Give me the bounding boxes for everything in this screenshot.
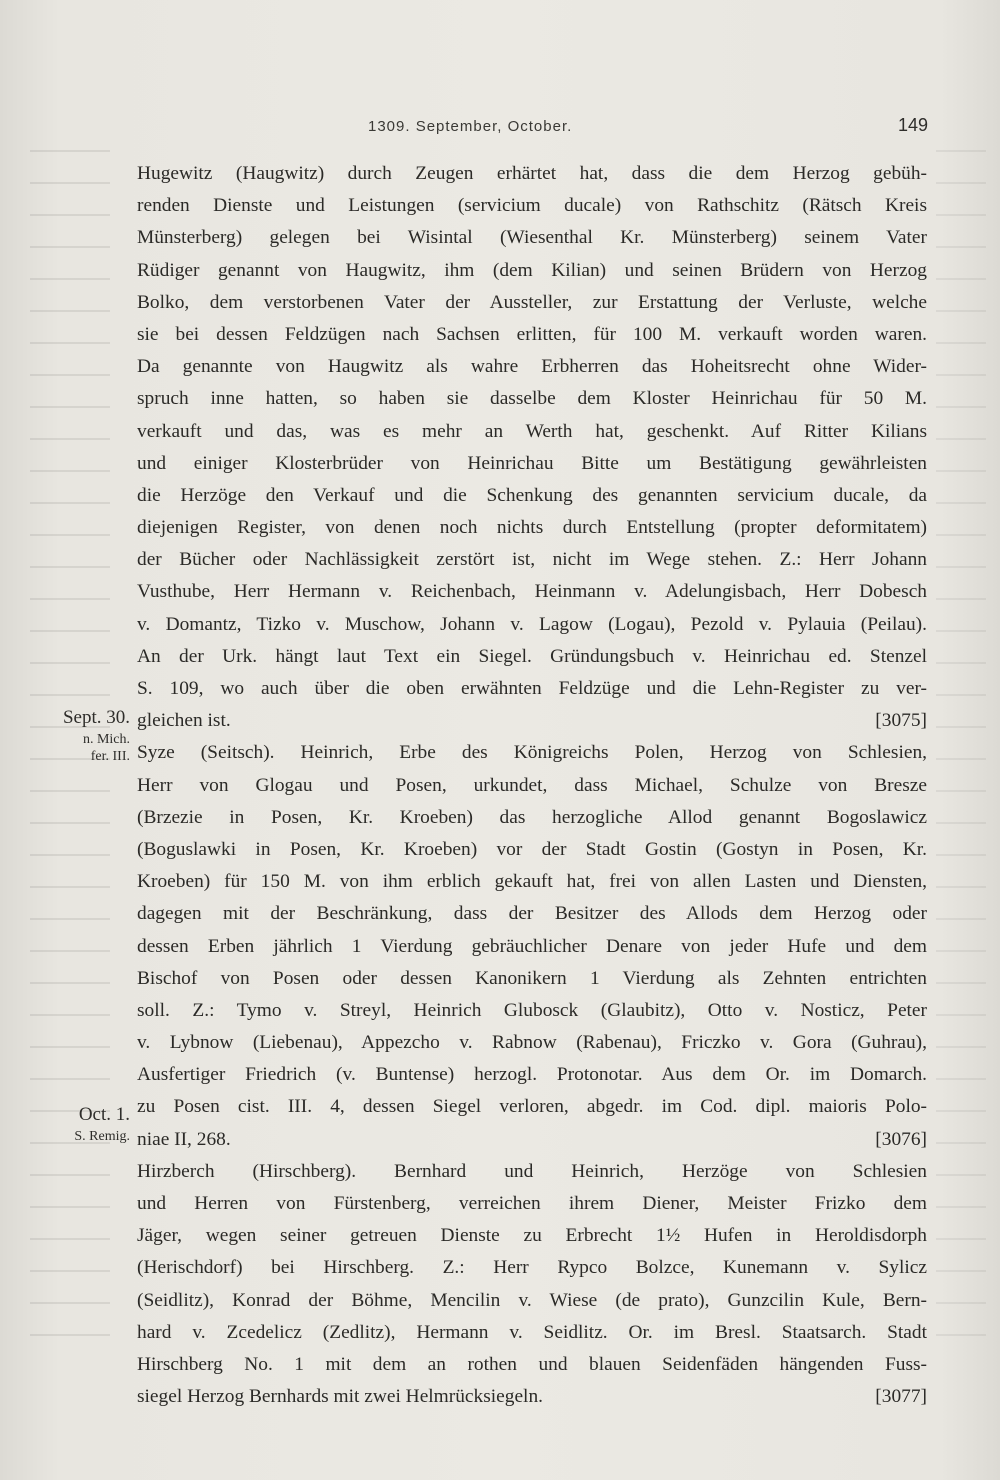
entry-3076-line: (Brzezie in Posen, Kr. Kroeben) das herzogliche Allod genannt Bogoslawicz	[137, 806, 927, 828]
entry-number-3076: [3076]	[875, 1128, 927, 1150]
text-line: An der Urk. hängt laut Text ein Siegel. Gründungsbuch v. Heinrichau ed. Stenzel	[137, 645, 927, 667]
text-line: der Bücher oder Nachlässigkeit zerstört ist, nicht im Wege stehen. Z.: Herr Johann	[137, 549, 927, 571]
text-line: Vusthube, Herr Hermann v. Reichenbach, Heinmann v. Adelungisbach, Herr Dobesch	[137, 581, 927, 603]
margin-note-sept30	[30, 705, 130, 765]
entry-3076-line: dagegen mit der Beschränkung, dass der Besitzer des Allods dem Herzog oder	[137, 903, 927, 925]
entry-3077-line: Jäger, wegen seiner getreuen Dienste zu Erbrecht 1½ Hufen in Heroldisdorph	[137, 1225, 927, 1247]
text-line: Hugewitz (Haugwitz) durch Zeugen erhärtet hat, dass die dem Herzog gebüh-	[137, 163, 927, 184]
text-line: die Herzöge den Verkauf und die Schenkung des genannten servicium ducale, da	[137, 484, 927, 506]
entry-3077-line: Hirzberch (Hirschberg). Bernhard und Heinrich, Herzöge von Schlesien	[137, 1160, 927, 1182]
entry-3076-line: Syze (Seitsch). Heinrich, Erbe des Königreichs Polen, Herzog von Schlesien,	[137, 742, 927, 764]
text-line: Münsterberg) gelegen bei Wisintal (Wiesenthal Kr. Münsterberg) seinem Vater	[137, 227, 927, 249]
text-line-end-3076	[137, 1124, 927, 1156]
entry-3076-line: Herr von Glogau und Posen, urkundet, dass Michael, Schulze von Bresze	[137, 774, 927, 796]
text-line-end-3075	[137, 705, 927, 737]
bleed-through-right	[936, 150, 986, 1350]
running-head: 1309. September, October.	[368, 118, 573, 135]
entry-3076-line: niae II, 268.	[137, 1128, 231, 1150]
text-line: v. Domantz, Tizko v. Muschow, Johann v. Lagow (Logau), Pezold v. Pylauia (Peilau).	[137, 613, 927, 635]
margin-date-oct1: Oct. 1.	[78, 1104, 130, 1125]
entry-3076-line: v. Lybnow (Liebenau), Appezcho v. Rabnow (Rabenau), Friczko v. Gora (Guhrau),	[137, 1032, 927, 1054]
margin-weekday-sept30: fer. III.	[90, 749, 130, 764]
entry-3076-line: dessen Erben jährlich 1 Vierdung gebräuchlicher Denare von jeder Hufe und dem	[137, 935, 927, 957]
text-line: diejenigen Register, von denen noch nichts durch Entstellung (propter deformitatem)	[137, 517, 927, 539]
margin-feast-oct1: S. Remig.	[74, 1129, 130, 1144]
entry-3076-line: Kroeben) für 150 M. von ihm erblich gekauft hat, frei von allen Lasten und Diensten,	[137, 871, 927, 893]
text-line: gleichen ist.	[137, 710, 231, 732]
entry-3076-line: (Boguslawki in Posen, Kr. Kroeben) vor der Stadt Gostin (Gostyn in Posen, Kr.	[137, 838, 927, 860]
margin-feast-sept30: n. Mich.	[82, 732, 130, 747]
text-line: Rüdiger genannt von Haugwitz, ihm (dem Kilian) und seinen Brüdern von Herzog	[137, 259, 927, 281]
text-line-end-3077	[137, 1381, 927, 1413]
margin-date-sept30: Sept. 30.	[62, 707, 130, 728]
text-line: verkauft und das, was es mehr an Werth hat, geschenkt. Auf Ritter Kilians	[137, 420, 927, 442]
margin-note-oct1	[30, 1102, 130, 1145]
entry-3076-line: zu Posen cist. III. 4, dessen Siegel verloren, abgedr. im Cod. dipl. maioris Polo-	[137, 1096, 927, 1118]
entry-3077-line: (Seidlitz), Konrad der Böhme, Mencilin v. Wiese (de prato), Gunzcilin Kule, Bern-	[137, 1289, 927, 1311]
main-text	[137, 158, 927, 1413]
entry-3077-line: und Herren von Fürstenberg, verreichen ihrem Diener, Meister Frizko dem	[137, 1193, 927, 1214]
text-line: spruch inne hatten, so haben sie dasselbe dem Kloster Heinrichau für 50 M.	[137, 388, 927, 410]
text-line: und einiger Klosterbrüder von Heinrichau Bitte um Bestätigung gewährleisten	[137, 452, 927, 474]
entry-number-3075: [3075]	[875, 710, 927, 732]
entry-3077-line: Hirschberg No. 1 mit dem an rothen und blauen Seidenfäden hängenden Fuss-	[137, 1353, 927, 1375]
entry-3076-line: Bischof von Posen oder dessen Kanonikern 1 Vierdung als Zehnten entrichten	[137, 967, 927, 989]
entry-number-3077: [3077]	[875, 1386, 927, 1408]
text-line: Da genannte von Haugwitz als wahre Erbherren das Hoheitsrecht ohne Wider-	[137, 356, 927, 378]
entry-3077-line: (Herischdorf) bei Hirschberg. Z.: Herr Rypco Bolzce, Kunemann v. Sylicz	[137, 1257, 927, 1279]
text-line: S. 109, wo auch über die oben erwähnten Feldzüge und die Lehn-Register zu ver-	[137, 678, 927, 699]
entry-3076-line: Ausfertiger Friedrich (v. Buntense) herzogl. Protonotar. Aus dem Or. im Domarch.	[137, 1064, 927, 1086]
page-number: 149	[897, 115, 928, 135]
entry-3076-line: soll. Z.: Tymo v. Streyl, Heinrich Glubosck (Glaubitz), Otto v. Nosticz, Peter	[137, 999, 927, 1021]
text-line: sie bei dessen Feldzügen nach Sachsen erlitten, für 100 M. verkauft worden waren.	[137, 323, 927, 345]
entry-3077-line: siegel Herzog Bernhards mit zwei Helmrücksiegeln.	[137, 1386, 543, 1408]
entry-3077-line: hard v. Zcedelicz (Zedlitz), Hermann v. Seidlitz. Or. im Bresl. Staatsarch. Stadt	[137, 1321, 927, 1343]
text-line: renden Dienste und Leistungen (servicium ducale) von Rathschitz (Rätsch Kreis	[137, 195, 927, 217]
text-line: Bolko, dem verstorbenen Vater der Aussteller, zur Erstattung der Verluste, welche	[137, 291, 927, 313]
